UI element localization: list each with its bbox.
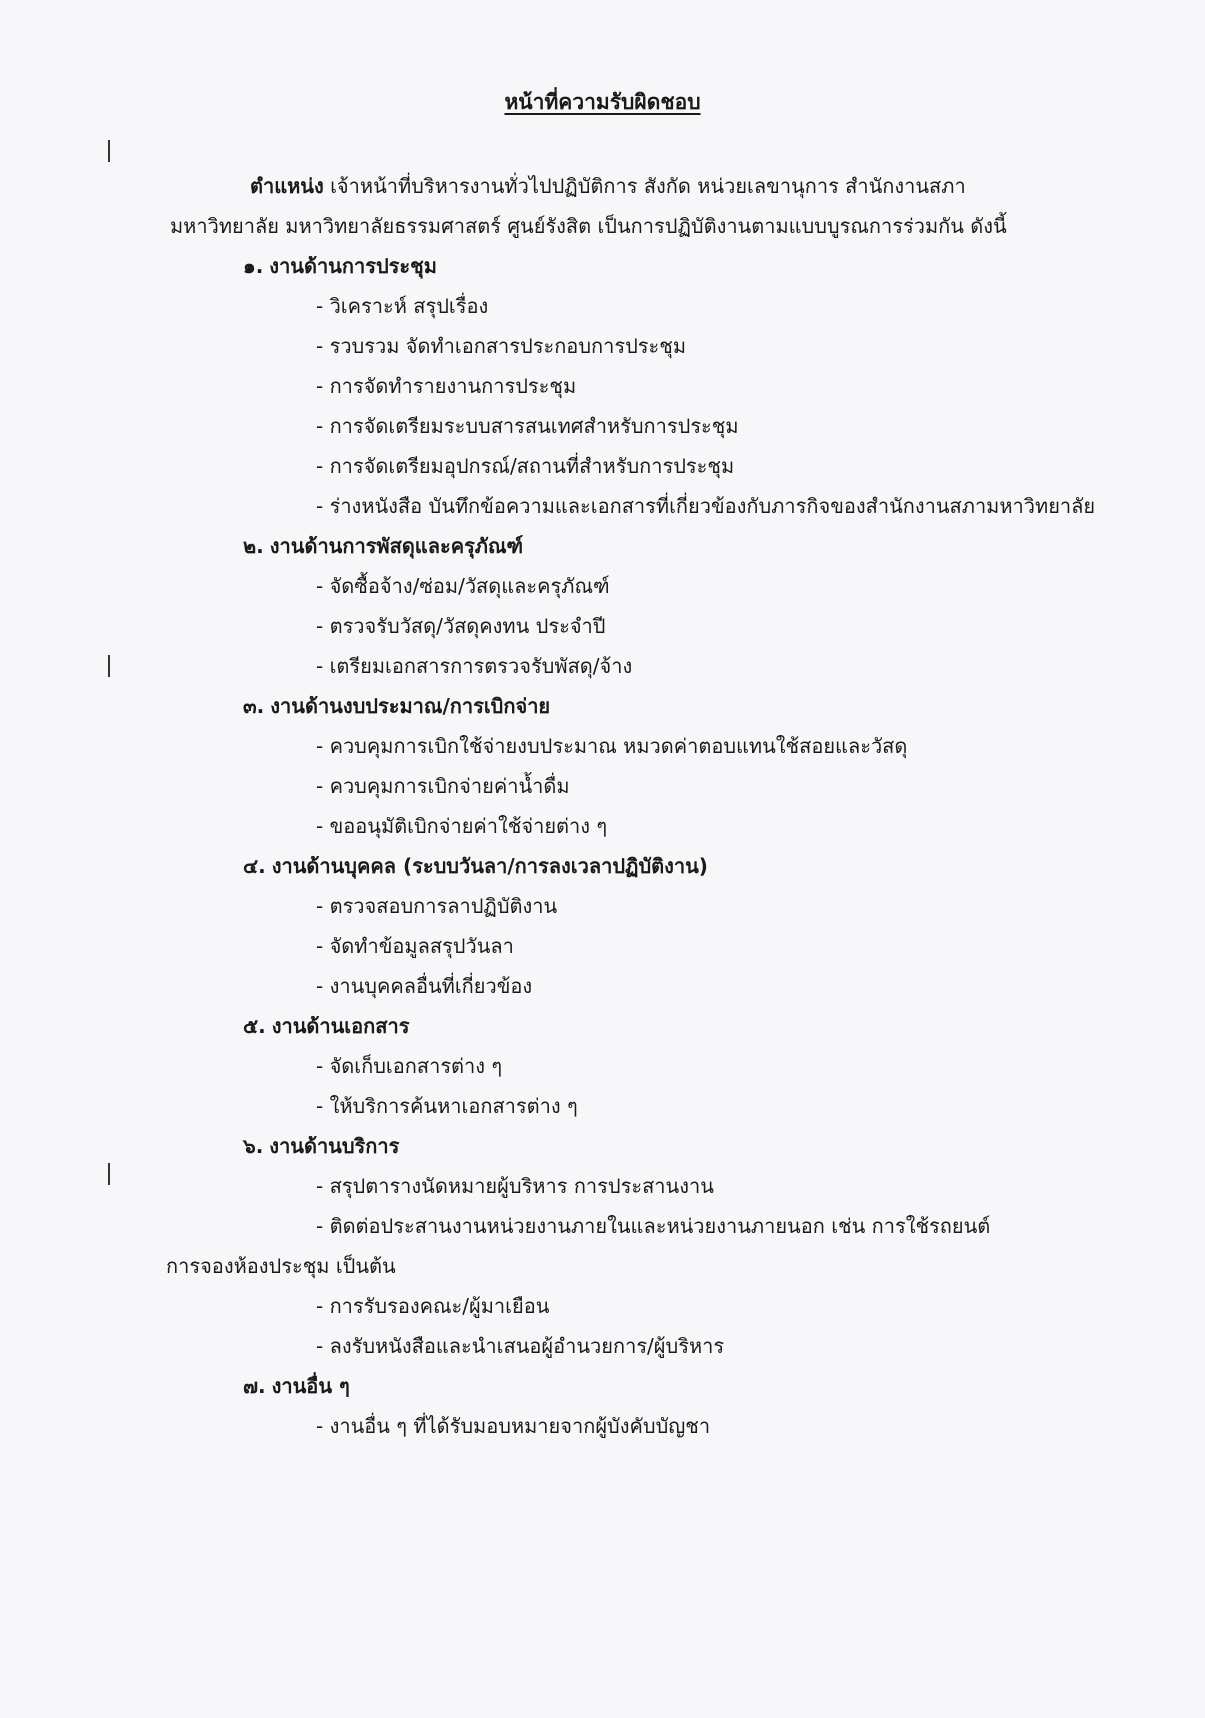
section-number: ๕.: [243, 1014, 266, 1038]
intro-line-1: [170, 166, 1130, 206]
list-item: - เตรียมเอกสารการตรวจรับพัสดุ/จ้าง: [316, 654, 633, 678]
list-item: - งานอื่น ๆ ที่ได้รับมอบหมายจากผู้บังคับบัญชา: [316, 1414, 711, 1438]
position-label: ตำแหน่ง: [250, 174, 324, 198]
list-item: - จัดซื้อจ้าง/ซ่อม/วัสดุและครุภัณฑ์: [316, 574, 610, 598]
section-supplies: [243, 526, 1173, 686]
list-item: - ลงรับหนังสือและนำเสนอผู้อำนวยการ/ผู้บริหาร: [316, 1334, 725, 1358]
section-items: [243, 566, 1173, 686]
list-item: - ขออนุมัติเบิกจ่ายค่าใช้จ่ายต่าง ๆ: [316, 814, 608, 838]
section-items: [243, 1406, 1173, 1446]
section-title: งานด้านบุคคล (ระบบวันลา/การลงเวลาปฏิบัติงาน): [271, 854, 708, 878]
section-heading: [243, 1006, 1173, 1046]
list-item: - สรุปตารางนัดหมายผู้บริหาร การประสานงาน: [316, 1174, 714, 1198]
list-item: - วิเคราะห์ สรุปเรื่อง: [316, 294, 489, 318]
list-item: - การรับรองคณะ/ผู้มาเยือน: [316, 1294, 550, 1318]
section-budget: [243, 686, 1173, 846]
list-item-line: - ติดต่อประสานงานหน่วยงานภายในและหน่วยงานภายนอก เช่น การใช้รถยนต์: [316, 1214, 991, 1238]
section-heading: [243, 246, 1173, 286]
section-number: ๗.: [243, 1374, 266, 1398]
section-other: [243, 1366, 1173, 1446]
list-item: - จัดทำข้อมูลสรุปวันลา: [316, 934, 514, 958]
section-heading: [243, 686, 1173, 726]
section-items: [243, 286, 1173, 526]
list-item: - ตรวจสอบการลาปฏิบัติงาน: [316, 894, 558, 918]
section-number: ๔.: [243, 854, 266, 878]
section-heading: [243, 526, 1173, 566]
section-personnel: [243, 846, 1173, 1006]
list-item: - การจัดเตรียมระบบสารสนเทศสำหรับการประชุม: [316, 414, 739, 438]
section-number: ๖.: [243, 1134, 264, 1158]
section-items: [243, 1046, 1173, 1126]
section-meetings: [243, 246, 1173, 526]
section-number: ๓.: [243, 694, 265, 718]
list-item: - ตรวจรับวัสดุ/วัสดุคงทน ประจำปี: [316, 614, 606, 638]
duty-sections: [166, 246, 1173, 1446]
list-item: - ให้บริการค้นหาเอกสารต่าง ๆ: [316, 1094, 578, 1118]
section-title: งานด้านเอกสาร: [271, 1014, 410, 1038]
list-item: - การจัดทำรายงานการประชุม: [316, 374, 577, 398]
section-number: ๒.: [243, 534, 264, 558]
section-items: [243, 886, 1173, 1006]
intro-paragraph: [170, 166, 1130, 246]
section-services: [166, 1126, 1173, 1366]
list-item: - รวบรวม จัดทำเอกสารประกอบการประชุม: [316, 334, 687, 358]
section-title: งานด้านบริการ: [269, 1134, 400, 1158]
list-item: - ควบคุมการเบิกจ่ายค่าน้ำดื่ม: [316, 774, 570, 798]
page-title: หน้าที่ความรับผิดชอบ: [504, 90, 701, 114]
section-title: งานด้านการประชุม: [269, 254, 437, 278]
list-item: - งานบุคคลอื่นที่เกี่ยวข้อง: [316, 974, 533, 998]
section-heading: [243, 1366, 1173, 1406]
margin-mark: [108, 655, 110, 677]
section-items: [166, 1166, 1173, 1366]
section-heading: [243, 846, 1173, 886]
section-title: งานอื่น ๆ: [271, 1374, 350, 1398]
position-text: เจ้าหน้าที่บริหารงานทั่วไปปฏิบัติการ สังกัด หน่วยเลขานุการ สำนักงานสภา: [330, 174, 966, 198]
list-item-continuation: การจองห้องประชุม เป็นต้น: [166, 1254, 396, 1278]
section-documents: [243, 1006, 1173, 1126]
list-item: - ร่างหนังสือ บันทึกข้อความและเอกสารที่เกี่ยวข้องกับภารกิจของสำนักงานสภามหาวิทยาลัย: [316, 494, 1096, 518]
section-number: ๑.: [243, 254, 264, 278]
section-title: งานด้านงบประมาณ/การเบิกจ่าย: [270, 694, 551, 718]
intro-line-2: มหาวิทยาลัย มหาวิทยาลัยธรรมศาสตร์ ศูนย์รังสิต เป็นการปฏิบัติงานตามแบบบูรณการร่วมกัน ดังนี้: [170, 214, 1007, 238]
margin-mark: [108, 140, 110, 162]
section-items: [243, 726, 1173, 846]
list-item: [166, 1206, 1173, 1286]
list-item: - จัดเก็บเอกสารต่าง ๆ: [316, 1054, 503, 1078]
section-heading: [243, 1126, 1173, 1166]
list-item: - ควบคุมการเบิกใช้จ่ายงบประมาณ หมวดค่าตอบแทนใช้สอยและวัสดุ: [316, 734, 908, 758]
section-title: งานด้านการพัสดุและครุภัณฑ์: [269, 534, 524, 558]
margin-mark: [108, 1163, 110, 1185]
list-item: - การจัดเตรียมอุปกรณ์/สถานที่สำหรับการประชุม: [316, 454, 735, 478]
